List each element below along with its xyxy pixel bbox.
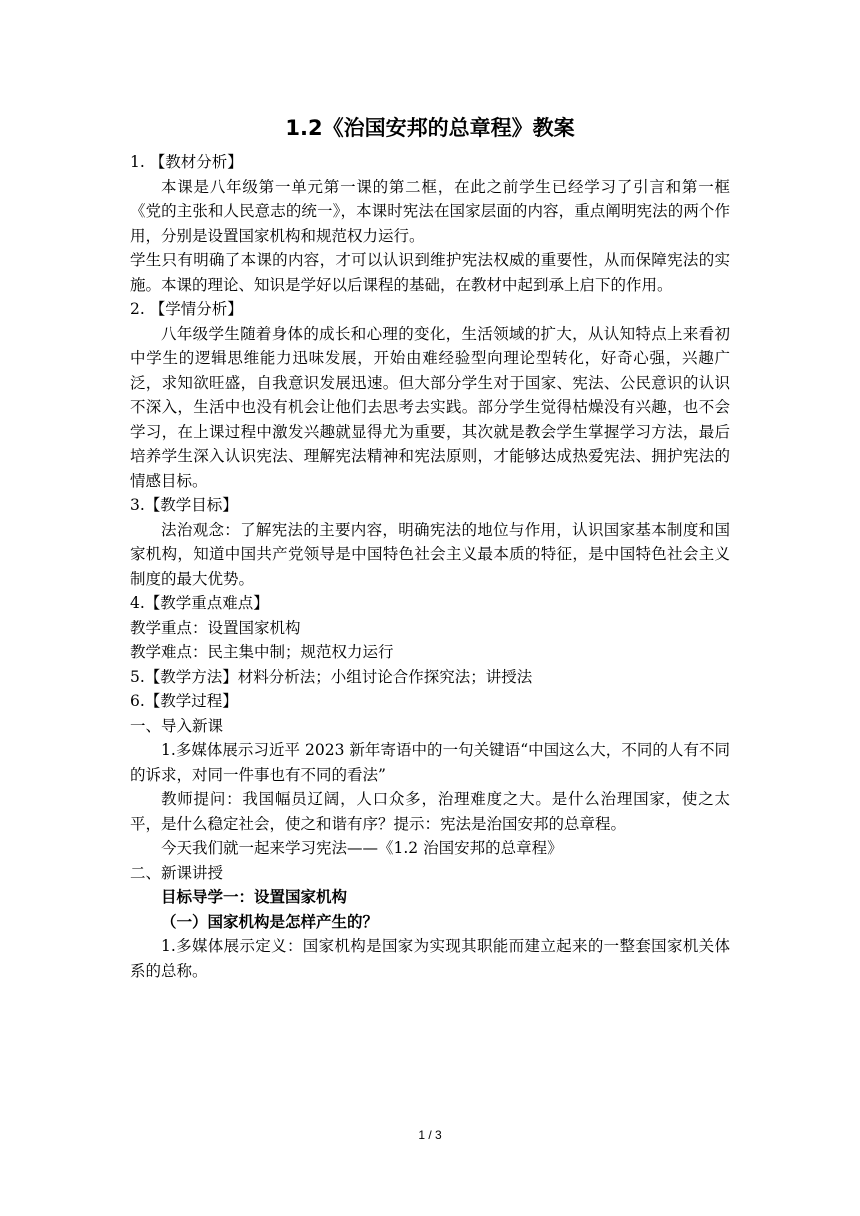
difficulty-line: 教学难点：民主集中制；规范权力运行: [130, 643, 394, 661]
section-heading-2: 2. 【学情分析】: [130, 300, 243, 318]
section-heading-3: 3.【教学目标】: [130, 496, 238, 514]
paragraph: 法治观念：了解宪法的主要内容，明确宪法的地位与作用，认识国家基本制度和国家机构，知道中国共产党领导是中国特色社会主义最本质的特征，是中国特色社会主义制度的最大优势。: [130, 520, 730, 588]
sub-heading: （一）国家机构是怎样产生的？: [161, 912, 379, 931]
section-heading-1: 1. 【教材分析】: [130, 153, 243, 171]
paragraph: 教师提问：我国幅员辽阔，人口众多，治理难度之大。是什么治理国家，使之太平，是什么稳定社会，使之和谐有序？提示：宪法是治国安邦的总章程。: [130, 790, 730, 833]
goal-heading: 目标导学一：设置国家机构: [161, 888, 348, 906]
paragraph: 1.多媒体展示定义：国家机构是国家为实现其职能而建立起来的一整套国家机关体系的总称。: [130, 937, 730, 980]
page-number: 1 / 3: [418, 1128, 442, 1142]
paragraph: 本课是八年级第一单元第一课的第二框，在此之前学生已经学习了引言和第一框《党的主张和人民意志的统一》，本课时宪法在国家层面的内容，重点阐明宪法的两个作用，分别是设置国家机构和规范权力运行。: [130, 177, 730, 245]
section-heading-5: 5.【教学方法】材料分析法；小组讨论合作探究法；讲授法: [130, 667, 533, 686]
part-heading-2: 二、新课讲授: [130, 863, 224, 882]
paragraph: 八年级学生随着身体的成长和心理的变化，生活领域的扩大，从认知特点上来看初中学生的逻辑思维能力迅味发展，开始由难经验型向理论型转化，好奇心强，兴趣广泛，求知欲旺盛，自我意识发展迅速。但大部分学生对于国家、宪法、公民意识的认识不深入，生活中也没有机会让他们去思考去实践。部分学生觉得枯燥没有兴趣，也不会学习，在上课过程中激发兴趣就显得尤为重要，其次就是教会学生掌握学习方法，最后培养学生深入认识宪法、理解宪法精神和宪法原则，才能够达成热爱宪法、拥护宪法的情感目标。: [130, 324, 730, 490]
document-body: [130, 150, 730, 983]
section-heading-4: 4.【教学重点难点】: [130, 594, 269, 612]
key-point-line: 教学重点：设置国家机构: [130, 618, 301, 637]
document-title: 1.2《治国安邦的总章程》教案: [285, 116, 575, 140]
part-heading-1: 一、导入新课: [130, 716, 224, 735]
paragraph: 学生只有明确了本课的内容，才可以认识到维护宪法权威的重要性，从而保障宪法的实施。本课的理论、知识是学好以后课程的基础，在教材中起到承上启下的作用。: [130, 251, 730, 294]
paragraph: 1.多媒体展示习近平 2023 新年寄语中的一句关键语“中国这么大，不同的人有不同的诉求，对同一件事也有不同的看法”: [130, 741, 730, 784]
section-heading-6: 6.【教学过程】: [130, 692, 238, 710]
paragraph: 今天我们就一起来学习宪法——《1.2 治国安邦的总章程》: [161, 839, 563, 857]
